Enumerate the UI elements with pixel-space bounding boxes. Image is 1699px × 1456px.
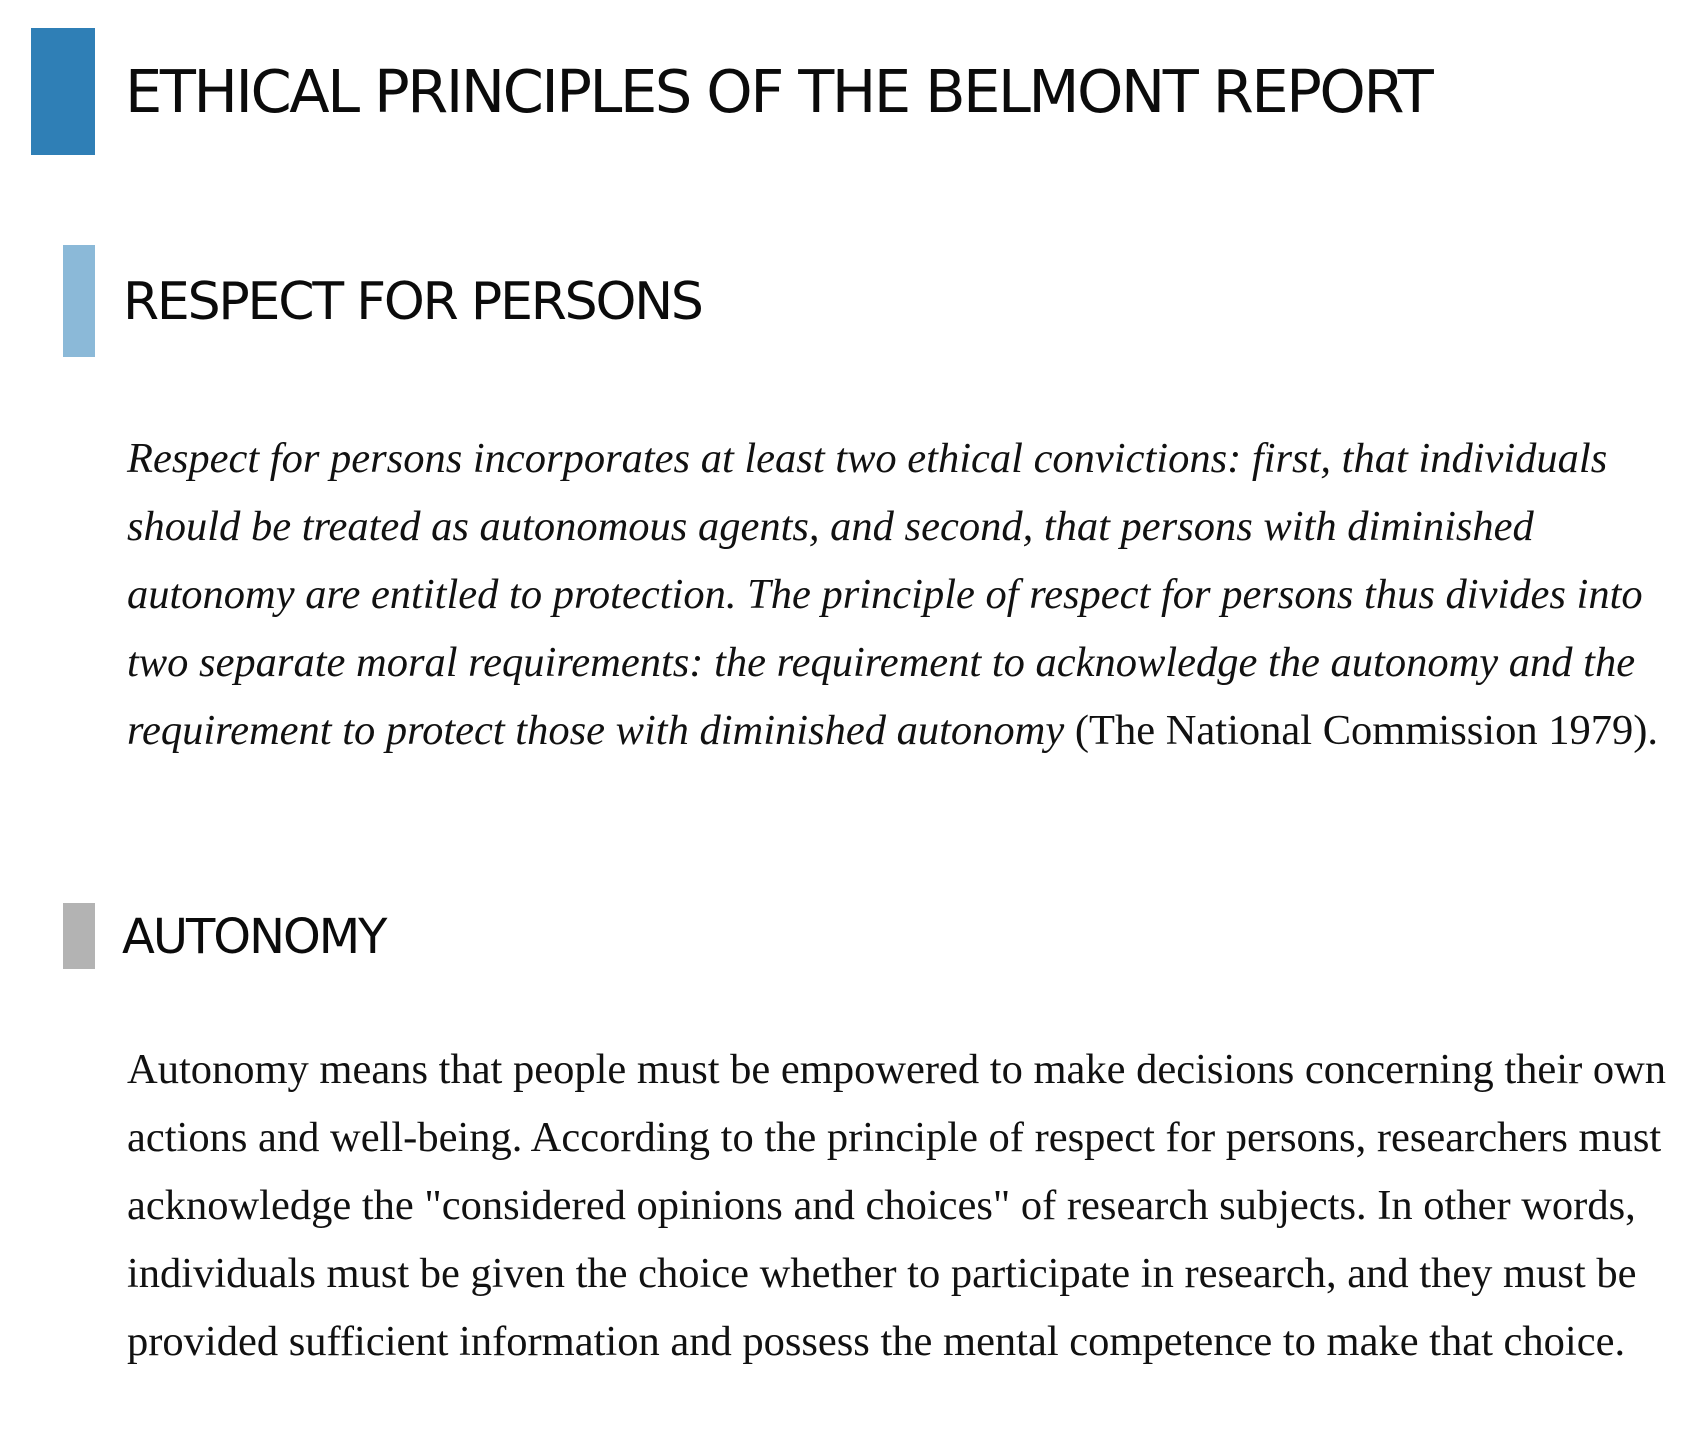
respect-for-persons-heading: RESPECT FOR PERSONS [123,272,702,332]
respect-for-persons-paragraph [127,425,1697,765]
respect-for-persons-quote: Respect for persons incorporates at least two ethical convictions: first, that individuals should be treated as autonomous agents, and second, that persons with diminished autonomy are entitled to protection. The principle of respect for persons thus divides into two separate moral requirements: the requirement to acknowledge the autonomy and the requirement to protect those with diminished autonomy [127,435,1643,754]
autonomy-paragraph: Autonomy means that people must be empowered to make decisions concerning their own actions and well-being. According to the principle of respect for persons, researchers must acknowledge the "considered opinions and choices" of research subjects. In other words, individuals must be given the choice whether to participate in research, and they must be provided sufficient information and possess the mental competence to make that choice. [127,1046,1667,1365]
page-title: ETHICAL PRINCIPLES OF THE BELMONT REPORT [125,57,1432,126]
autonomy-section-accent-bar [63,903,95,969]
autonomy-heading: AUTONOMY [122,909,386,965]
respect-section-accent-bar [63,245,95,357]
citation: (The National Commission 1979). [1064,707,1659,754]
title-accent-bar [31,28,95,155]
